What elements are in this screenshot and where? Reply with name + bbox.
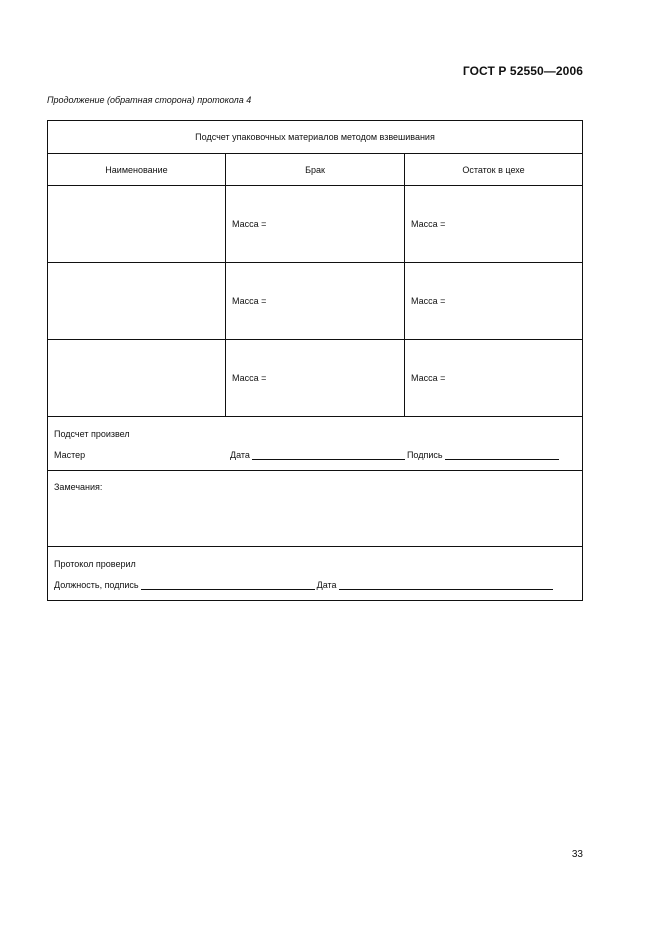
defect-mass-cell: Масса =	[226, 186, 405, 263]
remainder-mass-cell: Масса =	[405, 340, 583, 417]
remarks-label: Замечания:	[54, 482, 103, 492]
defect-mass-cell: Масса =	[226, 263, 405, 340]
signature-label: Подпись	[406, 450, 443, 460]
signature-underline	[445, 451, 559, 460]
protocol-table	[47, 120, 583, 601]
count-block	[48, 417, 583, 471]
name-cell	[48, 340, 226, 417]
date-underline	[252, 451, 405, 460]
master-label: Мастер	[54, 450, 86, 460]
column-header-remainder: Остаток в цехе	[405, 154, 583, 186]
document-code: ГОСТ Р 52550—2006	[462, 64, 583, 78]
table-row	[48, 263, 583, 340]
check-date-underline	[339, 581, 553, 590]
table-title: Подсчет упаковочных материалов методом взвешивания	[48, 121, 583, 154]
position-signature-label: Должность, подпись	[54, 580, 139, 590]
check-block-title: Протокол проверил	[54, 559, 136, 569]
name-cell	[48, 263, 226, 340]
column-header-name: Наименование	[48, 154, 226, 186]
name-cell	[48, 186, 226, 263]
page-number: 33	[571, 849, 583, 860]
check-date-label: Дата	[316, 580, 337, 590]
remainder-mass-cell: Масса =	[405, 186, 583, 263]
remainder-mass-cell: Масса =	[405, 263, 583, 340]
defect-mass-cell: Масса =	[226, 340, 405, 417]
count-block-title: Подсчет произвел	[54, 429, 130, 439]
column-header-defect: Брак	[226, 154, 405, 186]
table-row	[48, 340, 583, 417]
remarks-block	[48, 471, 583, 547]
count-block-line	[54, 450, 576, 460]
table-row	[48, 186, 583, 263]
table-caption: Продолжение (обратная сторона) протокола 4	[47, 95, 252, 105]
check-block-line	[54, 580, 576, 590]
date-label: Дата	[230, 450, 250, 460]
check-block	[48, 547, 583, 601]
position-signature-underline	[141, 581, 315, 590]
